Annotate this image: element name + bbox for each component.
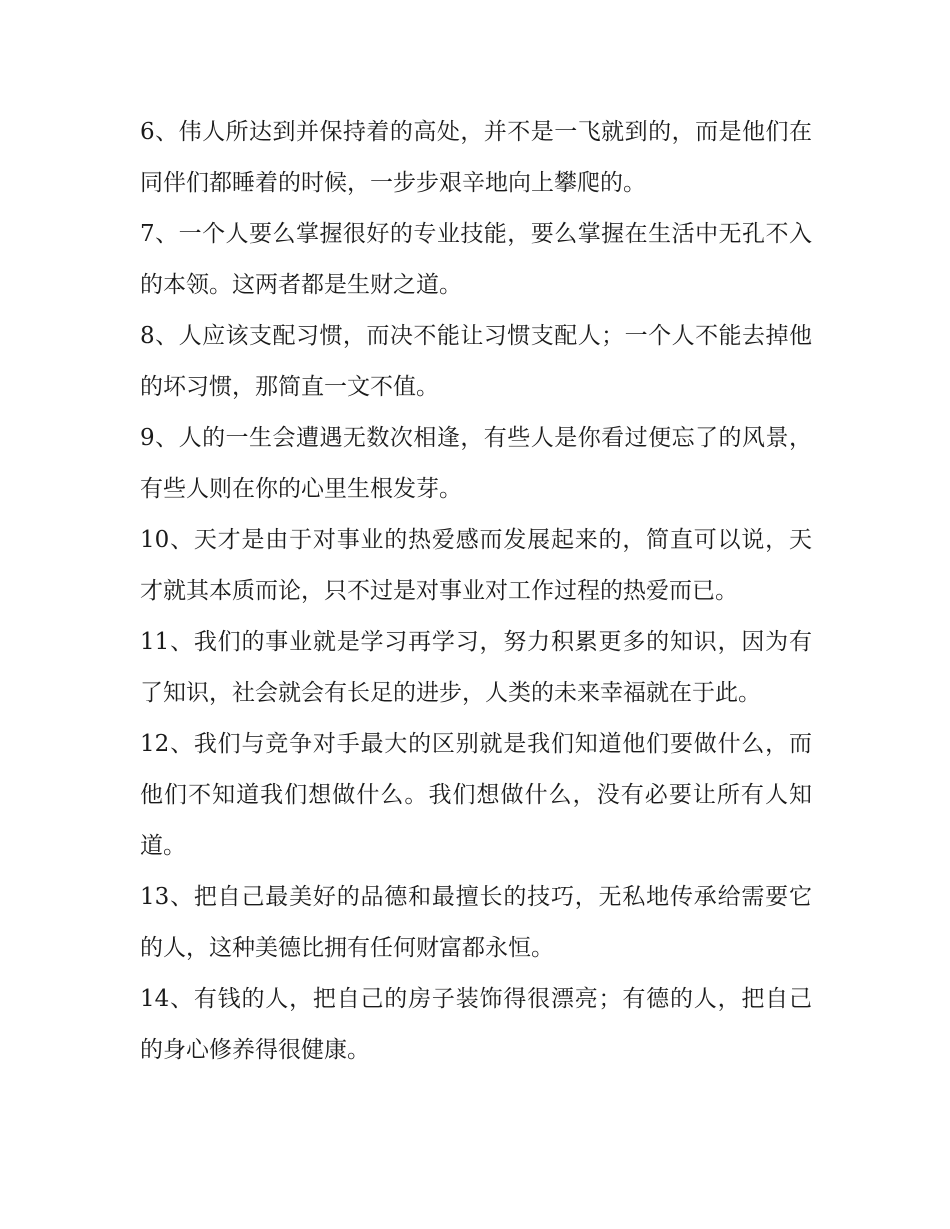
quote-item-7: 7、一个人要么掌握很好的专业技能，要么掌握在生活中无孔不入的本领。这两者都是生财之道。 [140, 221, 812, 298]
quote-item-14: 14、有钱的人，把自己的房子装饰得很漂亮；有德的人，把自己的身心修养得很健康。 [140, 986, 812, 1063]
quote-item-10: 10、天才是由于对事业的热爱感而发展起来的，简直可以说，天才就其本质而论，只不过是对事业对工作过程的热爱而已。 [140, 527, 812, 604]
quote-item-13: 13、把自己最美好的品德和最擅长的技巧，无私地传承给需要它的人，这种美德比拥有任何财富都永恒。 [140, 884, 812, 961]
document-body [140, 107, 812, 1076]
quote-item-11: 11、我们的事业就是学习再学习，努力积累更多的知识，因为有了知识，社会就会有长足的进步，人类的未来幸福就在于此。 [140, 629, 812, 706]
quote-item-9: 9、人的一生会遭遇无数次相逢，有些人是你看过便忘了的风景，有些人则在你的心里生根发芽。 [140, 425, 812, 502]
quote-item-12: 12、我们与竞争对手最大的区别就是我们知道他们要做什么，而他们不知道我们想做什么。我们想做什么，没有必要让所有人知道。 [140, 731, 812, 859]
quote-item-8: 8、人应该支配习惯，而决不能让习惯支配人；一个人不能去掉他的坏习惯，那简直一文不值。 [140, 323, 812, 400]
quote-item-6: 6、伟人所达到并保持着的高处，并不是一飞就到的，而是他们在同伴们都睡着的时候，一步步艰辛地向上攀爬的。 [140, 119, 812, 196]
